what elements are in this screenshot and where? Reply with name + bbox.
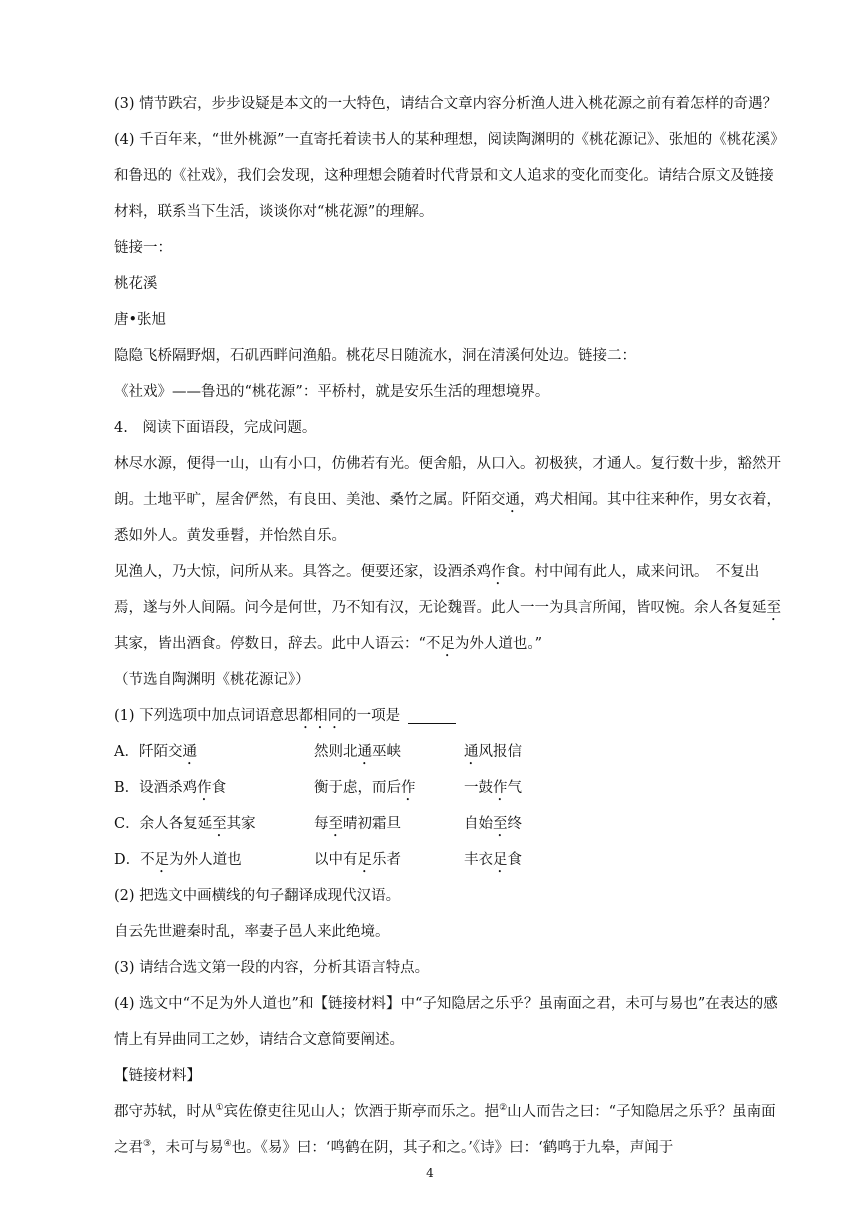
question-4-3: (3) 请结合选文第一段的内容，分析其语言特点。 [114, 960, 430, 976]
dotted-word: 足 [440, 636, 455, 652]
question-4-2-sentence: 自云先世避秦时乱，率妻子邑人来此绝境。 [114, 924, 390, 940]
question-4-2: (2) 把选文中画横线的句子翻译成现代汉语。 [114, 888, 401, 904]
poem-title: 桃花溪 [114, 276, 158, 292]
answer-blank[interactable] [408, 705, 456, 724]
question-3-3: (3) 情节跌宕，步步设疑是本文的一大特色，请结合文章内容分析渔人进入桃花源之前有着怎样的奇遇？ [114, 96, 778, 112]
option-a[interactable]: A．阡陌交通 然则北通巫峡 通风报信 [114, 744, 522, 760]
page-content [114, 86, 784, 1166]
question-4-title: 4. 阅读下面语段，完成问题。 [114, 420, 317, 436]
poem-text: 隐隐飞桥隔野烟，石矶西畔问渔船。桃花尽日随流水，洞在清溪何处边。链接二： [114, 348, 636, 364]
link-material-text: 郡守苏轼，时从①宾佐僚吏往见山人；饮酒于斯亭而乐之。挹②山人而告之曰：“子知隐居之乐乎？虽南面之君③，未可与易④也。《易》曰：‘鸣鹤在阴，其子和之。’《诗》曰：‘鹤鸣于九皋，声闻于 [114, 1103, 776, 1156]
passage-paragraph-2: 见渔人，乃大惊，问所从来。具答之。便要还家，设酒杀鸡作食。村中闻有此人，咸来问讯。 不复出焉，遂与外人间隔。问今是何世，乃不知有汉，无论魏晋。此人一一为具言所闻，皆叹惋。余人各复延至其家，皆出酒食。停数日，辞去。此中人语云：“不足为外人道也。” [114, 564, 781, 652]
option-b[interactable]: B．设酒杀鸡作食 衡于虑，而后作 一鼓作气 [114, 780, 522, 796]
question-3-4: (4) 千百年来，“世外桃源”一直寄托着读书人的某种理想，阅读陶渊明的《桃花源记》、张旭的《桃花溪》和鲁迅的《社戏》，我们会发现，这种理想会随着时代背景和文人追求的变化而变化。请结合原文及链接材料，联系当下生活，谈谈你对“桃花源”的理解。 [114, 132, 778, 220]
dotted-word: 至 [766, 600, 781, 616]
poem-author: 唐•张旭 [114, 312, 167, 328]
link-2-text: 《社戏》——鲁迅的“桃花源”：平桥村，就是安乐生活的理想境界。 [114, 384, 550, 400]
question-4-4: (4) 选文中“不足为外人道也”和【链接材料】中“子知隐居之乐乎？虽南面之君，未可与易也”在表达的感情上有异曲同工之妙，请结合文意简要阐述。 [114, 996, 778, 1048]
dotted-word: 通 [505, 492, 520, 508]
question-4-1: (1) 下列选项中加点词语意思都相同的一项是 [114, 698, 784, 734]
dotted-word: 作 [491, 564, 506, 580]
passage-source: （节选自陶渊明《桃花源记》） [114, 672, 310, 688]
link-1-label: 链接一： [114, 240, 172, 256]
link-material-label: 【链接材料】 [114, 1068, 201, 1084]
option-c[interactable]: C．余人各复延至其家 每至晴初霜旦 自始至终 [114, 816, 522, 832]
passage-paragraph-1: 林尽水源，便得一山，山有小口，仿佛若有光。便舍船，从口入。初极狭，才通人。复行数十步，豁然开朗。土地平旷，屋舍俨然，有良田、美池、桑竹之属。阡陌交通，鸡犬相闻。其中往来种作，男女衣着，悉如外人。黄发垂髫，并怡然自乐。 [114, 456, 781, 544]
option-d[interactable]: D．不足为外人道也 以中有足乐者 丰衣足食 [114, 852, 522, 868]
page-number: 4 [426, 1166, 434, 1180]
